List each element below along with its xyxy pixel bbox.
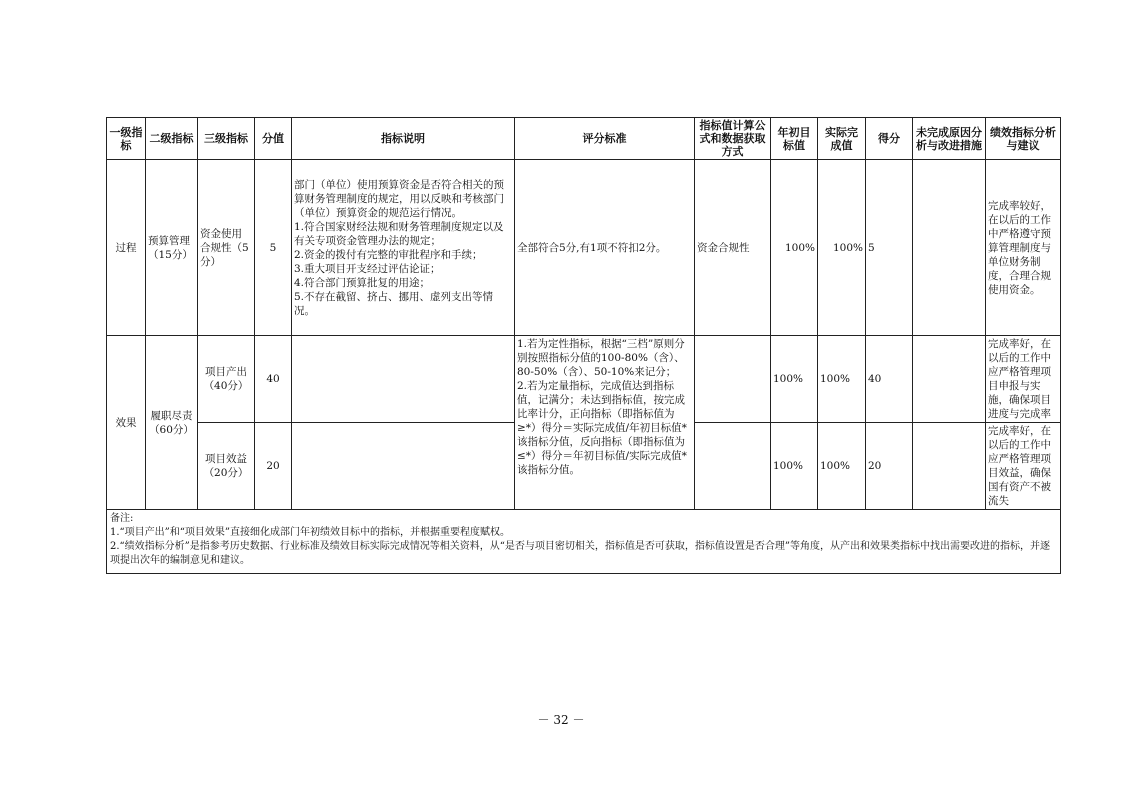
cell-score-value: 5 (255, 160, 292, 336)
cell-analysis: 完成率较好，在以后的工作中严格遵守预算管理制度与单位财务制度，合理合规使用资金。 (986, 160, 1061, 336)
cell-analysis: 完成率好，在以后的工作中应严格管理项目效益，确保国有资产不被流失 (986, 423, 1061, 510)
cell-level3: 项目产出（40分） (198, 336, 255, 423)
header-criteria: 评分标准 (515, 118, 695, 160)
performance-table (106, 117, 1061, 574)
table-row-output (107, 336, 1061, 423)
header-row (107, 118, 1061, 160)
cell-criteria: 1.若为定性指标，根据“三档”原则分别按照指标分值的100-80%（含）、80-50%（含）、50-10%来记分； 2.若为定量指标，完成值达到指标值，记满分；未达到指标值，按完成比率计分，正向指标（即指标值为≥*）得分＝实际完成值/年初目标值*该指标分值，反向指标（即指标值为≤*）得分＝年初目标值/实际完成值*该指标分值。 (515, 336, 695, 510)
cell-level2: 履职尽责（60分） (146, 336, 198, 510)
cell-level3: 项目效益（20分） (198, 423, 255, 510)
cell-description (292, 423, 515, 510)
cell-target: 100% (771, 423, 818, 510)
cell-score: 5 (866, 160, 913, 336)
note-item-1: 1.“项目产出”和“项目效果”直接细化成部门年初绩效目标中的指标，并根据重要程度赋权。 (110, 527, 510, 538)
header-formula: 指标值计算公式和数据获取方式 (695, 118, 771, 160)
cell-formula: 资金合规性 (695, 160, 771, 336)
cell-score: 40 (866, 336, 913, 423)
cell-actual: 100% (818, 423, 866, 510)
cell-level3: 资金使用合规性（5分） (198, 160, 255, 336)
note-item-2: 2.“绩效指标分析”是指参考历史数据、行业标准及绩效目标实际完成情况等相关资料，从“是否与项目密切相关，指标值是否可获取，指标值设置是否合理”等角度，从产出和效果类指标中找出需要改进的指标，并逐项提出次年的编制意见和建议。 (110, 541, 1050, 566)
cell-reason (913, 336, 986, 423)
header-actual: 实际完成值 (818, 118, 866, 160)
page-number: － 32 － (537, 713, 585, 727)
cell-reason (913, 423, 986, 510)
table-row-process (107, 160, 1061, 336)
header-level1: 一级指标 (107, 118, 146, 160)
cell-formula (695, 336, 771, 423)
header-score-value: 分值 (255, 118, 292, 160)
header-analysis: 绩效指标分析与建议 (986, 118, 1061, 160)
cell-actual: 100% (818, 336, 866, 423)
header-description: 指标说明 (292, 118, 515, 160)
cell-analysis: 完成率好，在以后的工作中应严格管理项目申报与实施，确保项目进度与完成率 (986, 336, 1061, 423)
cell-score-value: 40 (255, 336, 292, 423)
header-reason: 未完成原因分析与改进措施 (913, 118, 986, 160)
cell-actual: 100% (818, 160, 866, 336)
cell-formula (695, 423, 771, 510)
notes-cell (107, 510, 1061, 574)
cell-level1: 过程 (107, 160, 146, 336)
cell-description (292, 336, 515, 423)
notes-title: 备注: (110, 513, 134, 524)
header-target: 年初目标值 (771, 118, 818, 160)
cell-level2: 预算管理（15分） (146, 160, 198, 336)
header-score: 得分 (866, 118, 913, 160)
cell-description: 部门（单位）使用预算资金是否符合相关的预算财务管理制度的规定，用以反映和考核部门（单位）预算资金的规范运行情况。 1.符合国家财经法规和财务管理制度规定以及有关专项资金管理办法的规定； 2.资金的拨付有完整的审批程序和手续； 3.重大项目开支经过评估论证； 4.符合部门预算批复的用途； 5.不存在截留、挤占、挪用、虚列支出等情况。 (292, 160, 515, 336)
cell-criteria: 全部符合5分,有1项不符扣2分。 (515, 160, 695, 336)
cell-target: 100% (771, 160, 818, 336)
cell-reason (913, 160, 986, 336)
notes-row (107, 510, 1061, 574)
cell-score: 20 (866, 423, 913, 510)
cell-level1: 效果 (107, 336, 146, 510)
cell-target: 100% (771, 336, 818, 423)
header-level2: 二级指标 (146, 118, 198, 160)
cell-score-value: 20 (255, 423, 292, 510)
header-level3: 三级指标 (198, 118, 255, 160)
